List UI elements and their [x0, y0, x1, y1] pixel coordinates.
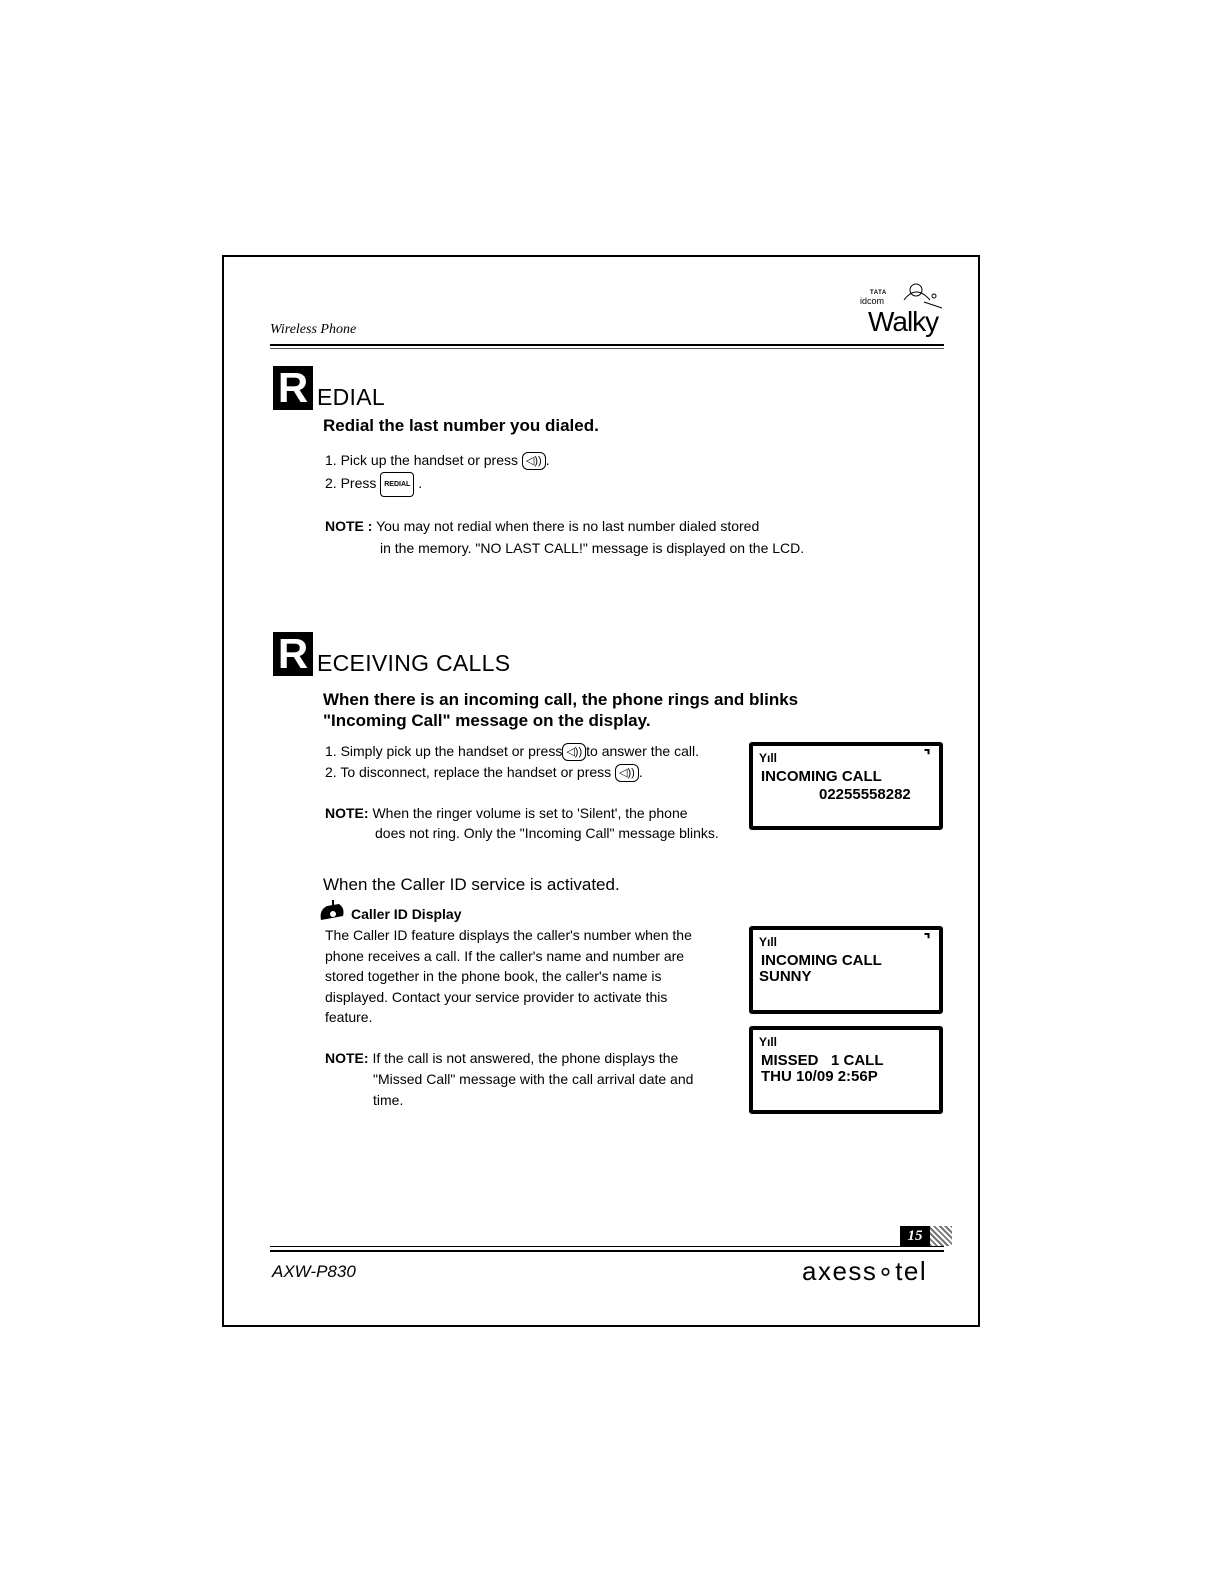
model-number: AXW-P830 — [272, 1262, 356, 1281]
page-number: 15 — [900, 1226, 930, 1246]
redial-note — [325, 516, 759, 537]
caller-id-para-4: displayed. Contact your service provider to activate this — [325, 989, 668, 1005]
redial-note-line-1: You may not redial when there is no last number dialed stored — [376, 518, 760, 534]
redial-step-1-end: . — [545, 452, 550, 468]
redial-step-1 — [325, 450, 550, 471]
signal-strength-icon: Y​ıll — [759, 751, 778, 765]
footer-rule-thin — [270, 1246, 944, 1247]
speaker-key-icon: ◁)) — [522, 452, 546, 470]
caller-id-subheading: Caller ID Display — [351, 906, 462, 922]
header-rule — [270, 344, 944, 346]
redial-step-2-text: 2. Press — [325, 475, 377, 492]
speaker-key-icon: ◁)) — [615, 764, 639, 782]
receiving-title: ECEIVING CALLS — [317, 650, 511, 676]
receiving-step-1 — [325, 741, 699, 762]
lcd2-line-1: INCOMING CALL — [761, 952, 882, 969]
redial-initial: R — [273, 366, 313, 410]
lcd-incoming-name — [749, 926, 943, 1014]
caller-id-para-1: The Caller ID feature displays the caller's number when the — [325, 927, 692, 943]
handset-icon: ⌝ — [923, 748, 931, 765]
signal-strength-icon: Yıll — [759, 935, 778, 949]
logo-dcom: idcom — [860, 296, 885, 306]
receiving-note-line-1: When the ringer volume is set to 'Silent', the phone — [372, 805, 688, 821]
caller-id-phone-icon — [317, 898, 347, 924]
redial-note-line-2: in the memory. "NO LAST CALL!" message is displayed on the LCD. — [380, 540, 805, 556]
caller-id-heading: When the Caller ID service is activated. — [323, 875, 620, 894]
receiving-step-1-a: 1. Simply pick up the handset or press — [325, 743, 563, 759]
speaker-key-icon: ◁)) — [562, 743, 586, 761]
caller-id-note — [325, 1048, 678, 1069]
brand-logo: axess∘tel — [802, 1256, 928, 1286]
header-title: Wireless Phone — [270, 322, 357, 337]
receiving-step-1-b: to answer the call. — [586, 743, 699, 759]
caller-id-note-line-3: time. — [373, 1092, 404, 1108]
receiving-lead-1: When there is an incoming call, the phone rings and blinks — [323, 690, 799, 709]
receiving-note-line-2: does not ring. Only the "Incoming Call" message blinks. — [375, 825, 719, 841]
walky-logo — [838, 278, 950, 340]
caller-id-note-label: NOTE: — [325, 1050, 369, 1066]
caller-id-para-3: stored together in the phone book, the caller's name is — [325, 968, 662, 984]
receiving-step-2-end: . — [638, 764, 643, 780]
receiving-initial: R — [273, 632, 313, 676]
logo-walky: Walky — [868, 306, 939, 337]
page-number-texture — [930, 1226, 952, 1246]
receiving-lead-2: "Incoming Call" message on the display. — [323, 711, 651, 730]
handset-icon: ⌝ — [923, 932, 931, 949]
redial-step-1-text: 1. Pick up the handset or press — [325, 452, 518, 468]
lcd1-line-2: 02255558282 — [819, 786, 911, 803]
redial-subtitle: Redial the last number you dialed. — [323, 416, 599, 435]
redial-key-icon: REDIAL — [380, 472, 414, 497]
lcd2-line-2: SUNNY — [759, 968, 812, 985]
caller-id-note-line-2: "Missed Call" message with the call arrival date and — [373, 1071, 694, 1087]
lcd-missed-call — [749, 1026, 943, 1114]
caller-id-para-2: phone receives a call. If the caller's name and number are — [325, 948, 685, 964]
lcd3-line-2: THU 10/09 2:56P — [761, 1068, 878, 1085]
redial-note-label: NOTE : — [325, 518, 373, 534]
lcd3-line-1: MISSED 1 CALL — [761, 1052, 884, 1069]
receiving-step-2-text: 2. To disconnect, replace the handset or press — [325, 764, 612, 780]
receiving-note — [325, 803, 688, 824]
caller-id-note-line-1: If the call is not answered, the phone displays the — [372, 1050, 679, 1066]
redial-step-2-end: . — [418, 475, 423, 492]
signal-strength-icon: Yıll — [759, 1035, 778, 1049]
lcd1-line-1: INCOMING CALL — [761, 768, 882, 785]
footer-rule — [270, 1250, 944, 1252]
receiving-note-label: NOTE: — [325, 805, 369, 821]
receiving-step-2 — [325, 762, 643, 783]
redial-title: EDIAL — [317, 384, 385, 410]
lcd-incoming-number — [749, 742, 943, 830]
logo-tata: TATA — [870, 290, 887, 296]
header-rule-thin — [270, 348, 944, 349]
redial-step-2 — [325, 472, 422, 497]
caller-id-para-5: feature. — [325, 1009, 373, 1025]
